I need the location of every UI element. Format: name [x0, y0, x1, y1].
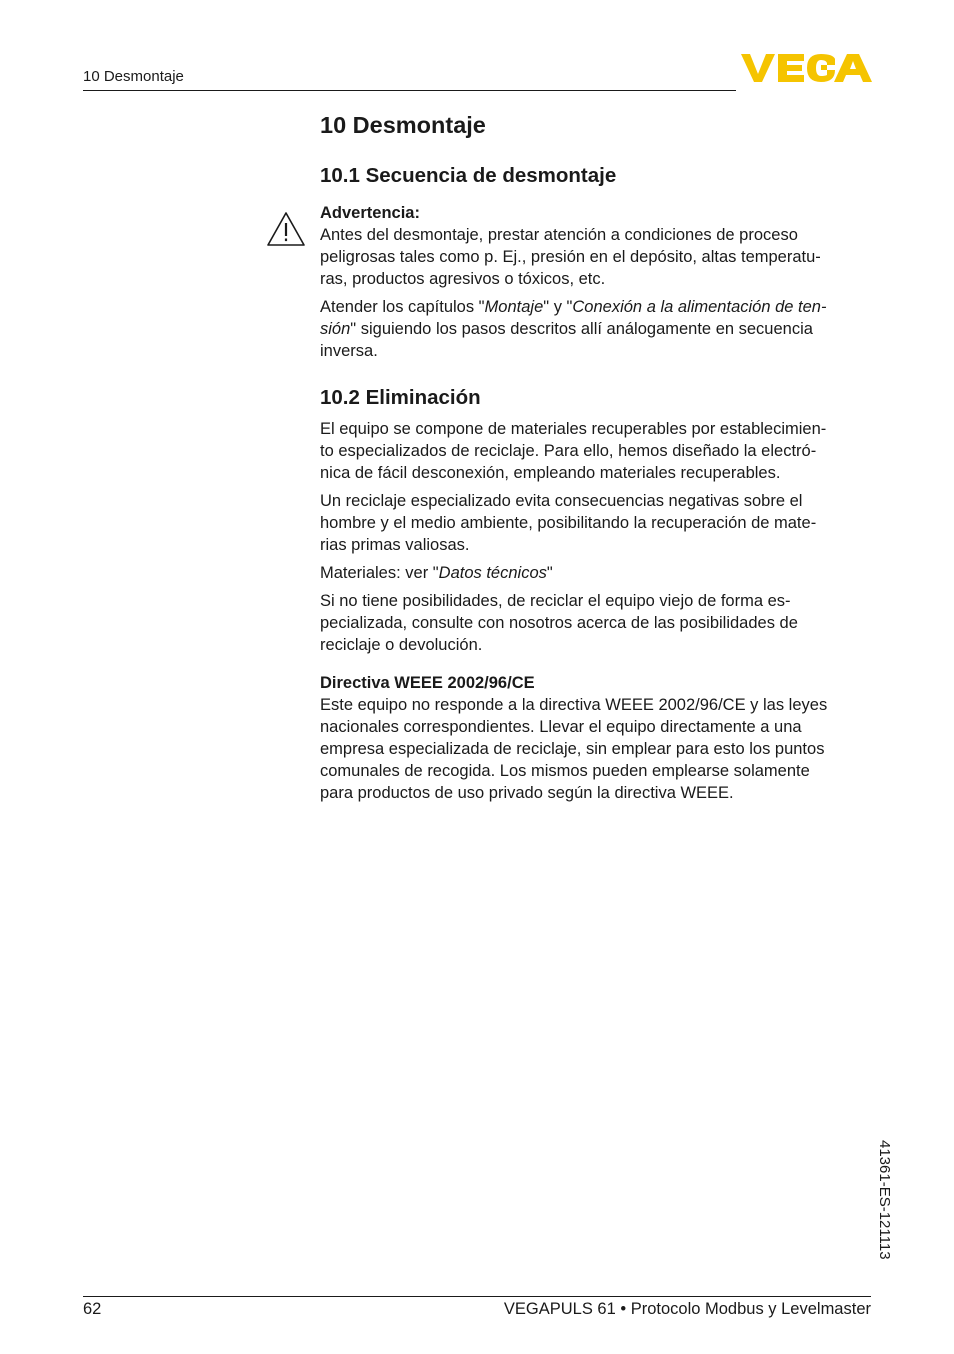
weee-heading: Directiva WEEE 2002/96/CE [320, 674, 535, 692]
warning-block [320, 202, 876, 290]
text-line: Si no tiene posibilidades, de reciclar el equipo viejo de forma es- [320, 592, 791, 610]
warning-line: ras, productos agresivos o tóxicos, etc. [320, 270, 606, 288]
text-run: " y " [543, 298, 573, 316]
text-line: empresa especializada de reciclaje, sin emplear para esto los puntos [320, 740, 825, 758]
reference-conexion: Conexión a la alimentación de ten- [572, 298, 827, 316]
text-run: Materiales: ver " [320, 564, 439, 582]
warning-heading: Advertencia: [320, 204, 420, 222]
warning-line: peligrosas tales como p. Ej., presión en el depósito, altas temperatu- [320, 248, 821, 266]
text-line: El equipo se compone de materiales recuperables por establecimien- [320, 420, 827, 438]
text-line: Este equipo no responde a la directiva WEEE 2002/96/CE y las leyes [320, 696, 828, 714]
text-run: " siguiendo los pasos descritos allí análogamente en secuencia [350, 320, 813, 338]
text-line: nica de fácil desconexión, empleando materiales recuperables. [320, 464, 781, 482]
text-run: inversa. [320, 342, 378, 360]
paragraph-recycling [320, 490, 876, 556]
chapter-title: 10 Desmontaje [320, 112, 486, 138]
paragraph-chapters-reference [320, 296, 876, 362]
document-code: 41361-ES-121113 [876, 1140, 893, 1260]
reference-conexion-cont: sión [320, 320, 351, 338]
text-line: comunales de recogida. Los mismos pueden emplearse solamente [320, 762, 810, 780]
document-title: VEGAPULS 61 • Protocolo Modbus y Levelmaster [503, 1300, 871, 1318]
text-line: para productos de uso privado según la directiva WEEE. [320, 784, 734, 802]
weee-block [320, 672, 876, 804]
page-number: 62 [83, 1300, 102, 1318]
vega-logo [741, 52, 873, 89]
reference-montaje: Montaje [484, 298, 544, 316]
section-title-eliminacion: 10.2 Eliminación [320, 386, 481, 409]
warning-triangle-icon [266, 211, 306, 252]
reference-datos-tecnicos: Datos técnicos [438, 564, 547, 582]
text-line: Un reciclaje especializado evita consecuencias negativas sobre el [320, 492, 803, 510]
paragraph-materials [320, 418, 876, 484]
text-line: reciclaje o devolución. [320, 636, 483, 654]
footer-divider [83, 1296, 871, 1297]
header-divider [83, 90, 736, 91]
running-header: 10 Desmontaje [83, 68, 184, 85]
section-title-desmontaje: 10.1 Secuencia de desmontaje [320, 164, 617, 187]
paragraph-return [320, 590, 876, 656]
paragraph-materials-ref [320, 562, 876, 584]
text-line: nacionales correspondientes. Llevar el equipo directamente a una [320, 718, 802, 736]
warning-line: Antes del desmontaje, prestar atención a condiciones de proceso [320, 226, 798, 244]
text-line: hombre y el medio ambiente, posibilitando la recuperación de mate- [320, 514, 817, 532]
text-line: to especializados de reciclaje. Para ello, hemos diseñado la electró- [320, 442, 817, 460]
text-line: rias primas valiosas. [320, 536, 470, 554]
text-run: Atender los capítulos " [320, 298, 485, 316]
text-line: pecializada, consulte con nosotros acerca de las posibilidades de [320, 614, 798, 632]
text-run: " [546, 564, 553, 582]
